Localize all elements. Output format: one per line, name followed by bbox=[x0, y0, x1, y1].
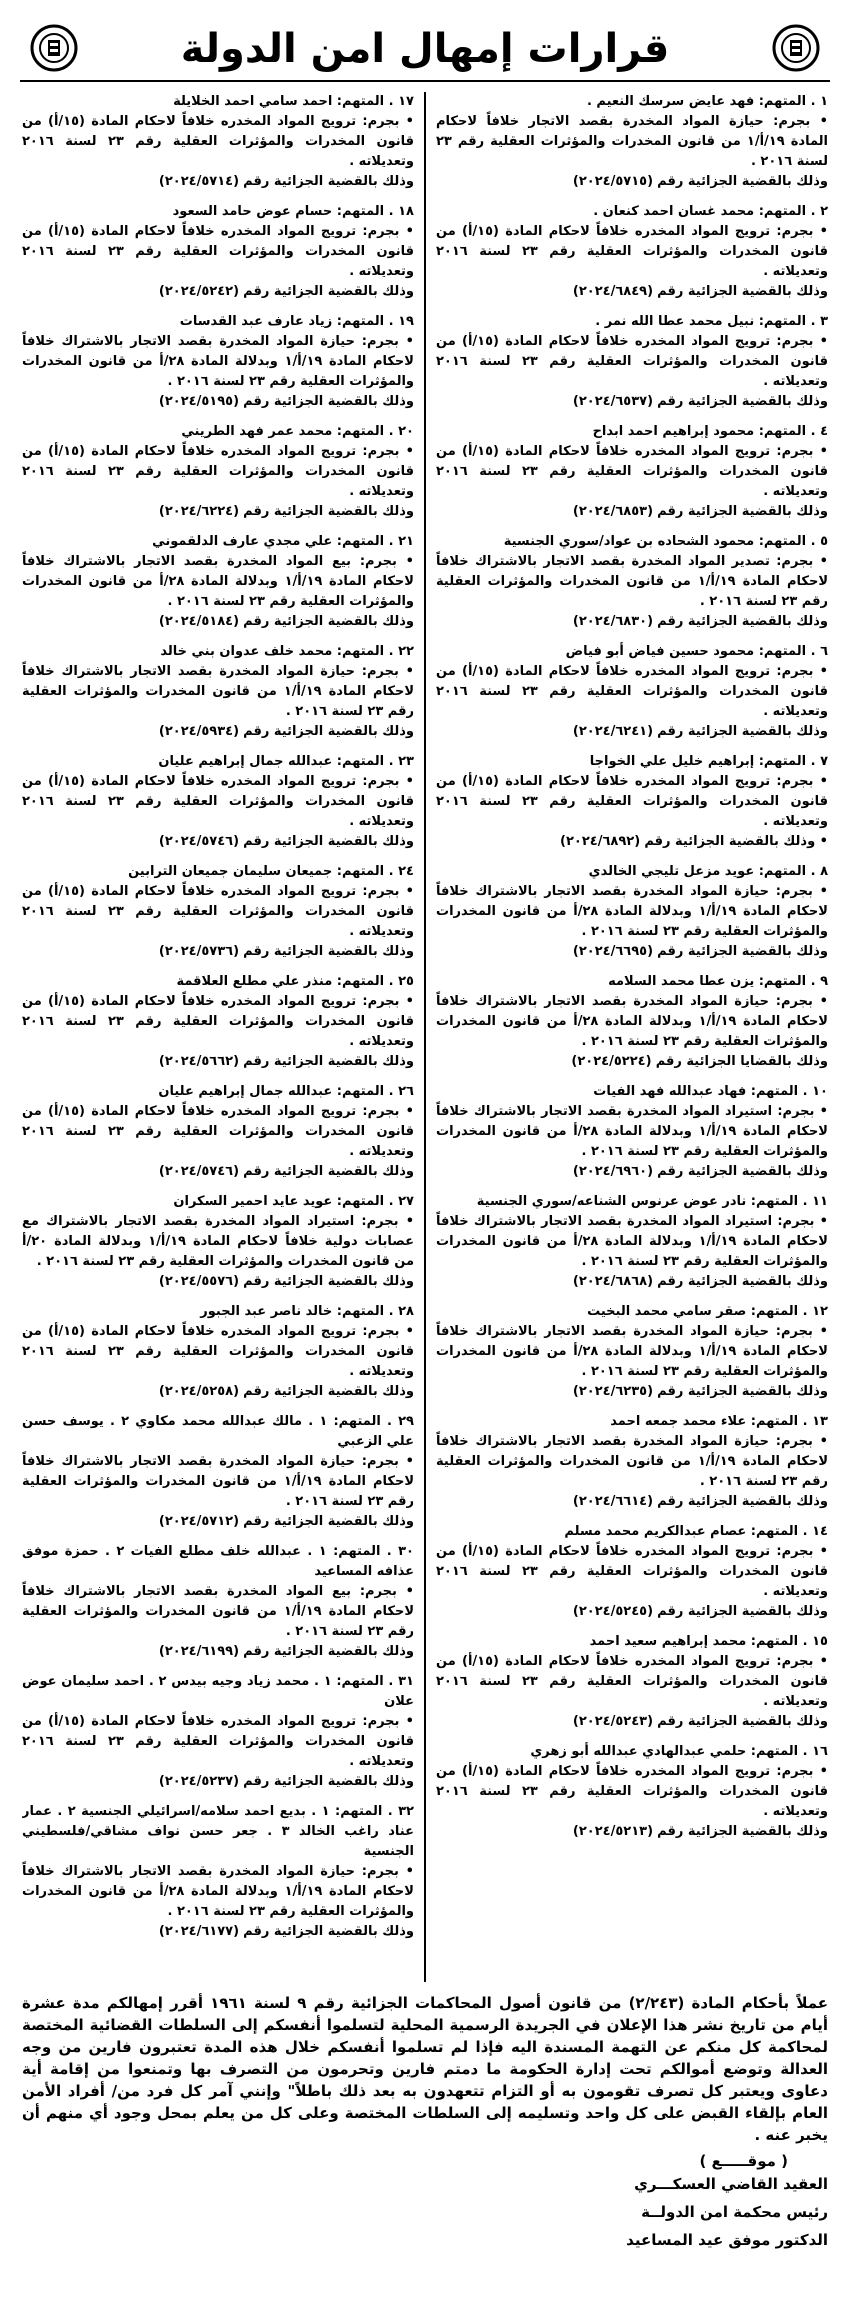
case-label: وذلك بالقضية الجزائية رقم bbox=[657, 1824, 828, 1839]
case-line bbox=[436, 832, 828, 852]
case-line bbox=[436, 612, 828, 632]
case-number: (٢٠٢٤/٥٩٣٤) bbox=[158, 724, 240, 739]
charge-text: • بجرم: تصدير المواد المخدرة بقصد الاتجار بالاشتراك خلافاً لاحكام المادة ١٩/أ/١ من قانون المخدرات والمؤثرات العقلية رقم ٢٣ لسنة ٢٠١٦ . bbox=[436, 554, 828, 609]
defendant-line: ٢٠ . المتهم: محمد عمر فهد الطريني bbox=[181, 424, 414, 439]
case-number: (٢٠٢٤/٥٧١٢) bbox=[158, 1514, 240, 1529]
case-number: (٢٠٢٤/٦٦٩٥) bbox=[572, 944, 654, 959]
column-divider bbox=[424, 92, 426, 1982]
decision-entry bbox=[22, 532, 414, 632]
decision-entry bbox=[436, 972, 828, 1072]
case-label: وذلك بالقضية الجزائية رقم bbox=[657, 394, 828, 409]
case-number: (٢٠٢٤/٦١٧٧) bbox=[158, 1924, 240, 1939]
case-number: (٢٠٢٤/٦٨٥٣) bbox=[572, 504, 654, 519]
charge-text: • بجرم: بيع المواد المخدرة بقصد الاتجار بالاشتراك خلافاً لاحكام المادة ١٩/أ/١ من قانون المخدرات والمؤثرات العقلية رقم ٢٣ لسنة ٢٠١٦ . bbox=[22, 1584, 414, 1639]
charge-text: • بجرم: ترويج المواد المخدره خلافاً لاحكام المادة (١٥/أ) من قانون المخدرات والمؤثرات العقلية رقم ٢٣ لسنة ٢٠١٦ وتعديلاته . bbox=[436, 774, 828, 829]
defendant-line: ١٧ . المتهم: احمد سامي احمد الخلايلة bbox=[173, 94, 414, 109]
case-label: وذلك بالقضية الجزائية رقم bbox=[657, 284, 828, 299]
case-number: (٢٠٢٤/٥٧٤٦) bbox=[158, 1164, 240, 1179]
decision-entry bbox=[22, 972, 414, 1072]
defendant-line: ١٦ . المتهم: حلمي عبدالهادي عبدالله أبو زهري bbox=[530, 1744, 828, 1759]
defendant-line: ٢٧ . المتهم: عويد عايد احمير السكران bbox=[173, 1194, 414, 1209]
decision-entry bbox=[22, 1542, 414, 1662]
charge-text: • بجرم: ترويج المواد المخدره خلافاً لاحكام المادة (١٥/أ) من قانون المخدرات والمؤثرات العقلية رقم ٢٣ لسنة ٢٠١٦ وتعديلاته . bbox=[436, 1654, 828, 1709]
case-line bbox=[22, 1272, 414, 1292]
charge-text: • بجرم: ترويج المواد المخدره خلافاً لاحكام المادة (١٥/أ) من قانون المخدرات والمؤثرات العقلية رقم ٢٣ لسنة ٢٠١٦ وتعديلاته . bbox=[22, 444, 414, 499]
case-label: وذلك بالقضية الجزائية رقم bbox=[243, 724, 414, 739]
case-number: (٢٠٢٤/٥٢٣٧) bbox=[158, 1774, 240, 1789]
decision-entry bbox=[22, 1302, 414, 1402]
case-label: وذلك بالقضية الجزائية رقم bbox=[243, 944, 414, 959]
case-number: (٢٠٢٤/٥٧١٤) bbox=[158, 174, 240, 189]
case-number: (٢٠٢٤/٥٢٤٣) bbox=[572, 1714, 654, 1729]
case-line bbox=[22, 172, 414, 192]
decision-entry bbox=[436, 312, 828, 412]
case-label: وذلك بالقضية الجزائية رقم bbox=[243, 1924, 414, 1939]
decision-entry bbox=[436, 1632, 828, 1732]
case-line bbox=[436, 1822, 828, 1842]
charge-text: • بجرم: استيراد المواد المخدرة بقصد الاتجار بالاشتراك خلافاً لاحكام المادة ١٩/أ/١ وبدلالة المادة ٢٨/أ من قانون المخدرات والمؤثرات العقلية رقم ٢٣ لسنة ٢٠١٦ . bbox=[436, 1214, 828, 1269]
case-label: وذلك بالقضية الجزائية رقم bbox=[657, 1164, 828, 1179]
page-header bbox=[20, 18, 830, 82]
charge-text: • بجرم: ترويج المواد المخدره خلافاً لاحكام المادة (١٥/أ) من قانون المخدرات والمؤثرات العقلية رقم ٢٣ لسنة ٢٠١٦ وتعديلاته . bbox=[436, 1544, 828, 1599]
charge-text: • بجرم: ترويج المواد المخدره خلافاً لاحكام المادة (١٥/أ) من قانون المخدرات والمؤثرات العقلية رقم ٢٣ لسنة ٢٠١٦ وتعديلاته . bbox=[22, 1104, 414, 1159]
charge-text: • بجرم: ترويج المواد المخدره خلافاً لاحكام المادة (١٥/أ) من قانون المخدرات والمؤثرات العقلية رقم ٢٣ لسنة ٢٠١٦ وتعديلاته . bbox=[436, 444, 828, 499]
signatory-rank: العقيد القاضي العسكـــري bbox=[634, 2175, 828, 2193]
decision-entry bbox=[22, 1802, 414, 1942]
decision-entry bbox=[22, 92, 414, 192]
case-number: (٢٠٢٤/٥٢٢٤) bbox=[571, 1054, 652, 1069]
case-line bbox=[22, 612, 414, 632]
case-number: (٢٠٢٤/٦٢٣٥) bbox=[572, 1384, 654, 1399]
case-line bbox=[436, 942, 828, 962]
defendant-line: ٢٤ . المتهم: جميعان سليمان جميعان الترابين bbox=[128, 864, 414, 879]
case-line bbox=[22, 722, 414, 742]
case-label: وذلك بالقضية الجزائية رقم bbox=[657, 944, 828, 959]
case-line bbox=[436, 1602, 828, 1622]
case-line bbox=[22, 502, 414, 522]
case-number: (٢٠٢٤/٥١٨٤) bbox=[158, 614, 240, 629]
defendant-line: ٢٥ . المتهم: منذر علي مطلع العلاقمة bbox=[176, 974, 414, 989]
case-line bbox=[436, 1272, 828, 1292]
defendant-line: ٦ . المتهم: محمود حسين فياض أبو فياض bbox=[565, 644, 828, 659]
case-number: (٢٠٢٤/٦٩٦٠) bbox=[572, 1164, 654, 1179]
case-line bbox=[436, 172, 828, 192]
case-line bbox=[22, 1512, 414, 1532]
defendant-line: ٧ . المتهم: إبراهيم خليل علي الخواجا bbox=[589, 754, 828, 769]
decision-entry bbox=[22, 202, 414, 302]
right-column bbox=[436, 92, 828, 1982]
case-label: وذلك بالقضية الجزائية رقم bbox=[243, 1514, 414, 1529]
case-number: (٢٠٢٤/٥٧٣٦) bbox=[158, 944, 240, 959]
notice-footer bbox=[22, 1992, 828, 2292]
defendant-line: ٢٨ . المتهم: خالد ناصر عبد الجبور bbox=[200, 1304, 414, 1319]
decision-entry bbox=[436, 862, 828, 962]
defendant-line: ٩ . المتهم: يزن عطا محمد السلامه bbox=[608, 974, 828, 989]
case-number: (٢٠٢٤/٦٥٣٧) bbox=[572, 394, 654, 409]
charge-text: • بجرم: حيازة المواد المخدرة بقصد الاتجار خلافاً لاحكام المادة ١٩/أ/١ من قانون المخدرات والمؤثرات العقلية رقم ٢٣ لسنة ٢٠١٦ . bbox=[436, 114, 828, 169]
defendant-line: ٣١ . المتهم: ١ . محمد زياد وجيه بيدس ٢ . احمد سليمان عوض علان bbox=[22, 1674, 414, 1709]
decision-entry bbox=[436, 1522, 828, 1622]
case-number: (٢٠٢٤/٥٥٧٦) bbox=[158, 1274, 240, 1289]
decision-entry bbox=[436, 1302, 828, 1402]
decision-entry bbox=[436, 532, 828, 632]
case-line bbox=[436, 722, 828, 742]
charge-text: • بجرم: ترويج المواد المخدره خلافاً لاحكام المادة (١٥/أ) من قانون المخدرات والمؤثرات العقلية رقم ٢٣ لسنة ٢٠١٦ وتعديلاته . bbox=[22, 1714, 414, 1769]
case-label: وذلك بالقضية الجزائية رقم bbox=[657, 724, 828, 739]
defendant-line: ٢٣ . المتهم: عبدالله جمال إبراهيم عليان bbox=[158, 754, 414, 769]
case-label: وذلك بالقضية الجزائية رقم bbox=[657, 174, 828, 189]
defendant-line: ٢٦ . المتهم: عبدالله جمال إبراهيم عليان bbox=[158, 1084, 414, 1099]
defendant-line: ٣٠ . المتهم: ١ . عبدالله خلف مطلع الفيات ٢ . حمزة موفق عذافه المساعيد bbox=[22, 1544, 414, 1579]
case-line bbox=[436, 1382, 828, 1402]
case-label: وذلك بالقضية الجزائية رقم bbox=[243, 614, 414, 629]
charge-text: • بجرم: حيازة المواد المخدرة بقصد الاتجار بالاشتراك خلافاً لاحكام المادة ١٩/أ/١ من قانون المخدرات والمؤثرات العقلية رقم ٢٣ لسنة ٢٠١٦ . bbox=[22, 1454, 414, 1509]
defendant-line: ١٢ . المتهم: صقر سامي محمد البخيت bbox=[587, 1304, 828, 1319]
defendant-line: ٢٢ . المتهم: محمد خلف عدوان بني خالد bbox=[160, 644, 414, 659]
decision-entry bbox=[436, 202, 828, 302]
case-line bbox=[436, 1492, 828, 1512]
case-number: (٢٠٢٤/٥١٩٥) bbox=[158, 394, 240, 409]
charge-text: • بجرم: حيازة المواد المخدرة بقصد الاتجار بالاشتراك خلافاً لاحكام المادة ١٩/أ/١ من قانون المخدرات والمؤثرات العقلية رقم ٢٣ لسنة ٢٠١٦ . bbox=[22, 664, 414, 719]
decision-entry bbox=[436, 1192, 828, 1292]
defendant-line: ١١ . المتهم: نادر عوض عرنوس الشناعه/سوري الجنسية bbox=[476, 1194, 828, 1209]
defendant-line: ٣٢ . المتهم: ١ . بديع احمد سلامه/اسرائيلي الجنسية ٢ . عمار عناد راغب الخالد ٣ . جعر حسن نواف مشاقي/فلسطيني الجنسية bbox=[22, 1804, 414, 1859]
case-number: (٢٠٢٤/٦٨٩٢) bbox=[560, 834, 641, 849]
case-line bbox=[436, 282, 828, 302]
case-number: (٢٠٢٤/٥٢١٣) bbox=[572, 1824, 654, 1839]
charge-text: • بجرم: ترويج المواد المخدره خلافاً لاحكام المادة (١٥/أ) من قانون المخدرات والمؤثرات العقلية رقم ٢٣ لسنة ٢٠١٦ وتعديلاته . bbox=[436, 664, 828, 719]
charge-text: • بجرم: حيازة المواد المخدرة بقصد الاتجار بالاشتراك خلافاً لاحكام المادة ١٩/أ/١ وبدلالة المادة ٢٨/أ من قانون المخدرات والمؤثرات العقلية رقم ٢٣ لسنة ٢٠١٦ . bbox=[436, 884, 828, 939]
defendant-line: ٣ . المتهم: نبيل محمد عطا الله نمر . bbox=[595, 314, 828, 329]
case-label: وذلك بالقضية الجزائية رقم bbox=[243, 834, 414, 849]
defendant-line: ٢ . المتهم: محمد غسان احمد كنعان . bbox=[593, 204, 828, 219]
case-label: وذلك بالقضية الجزائية رقم bbox=[657, 1274, 828, 1289]
signatory-name: الدكتور موفق عيد المساعيد bbox=[626, 2231, 828, 2249]
charge-text: • بجرم: ترويج المواد المخدره خلافاً لاحكام المادة (١٥/أ) من قانون المخدرات والمؤثرات العقلية رقم ٢٣ لسنة ٢٠١٦ وتعديلاته . bbox=[22, 884, 414, 939]
charge-text: • بجرم: استيراد المواد المخدرة بقصد الاتجار بالاشتراك خلافاً لاحكام المادة ١٩/أ/١ وبدلالة المادة ٢٨/أ من قانون المخدرات والمؤثرات العقلية رقم ٢٣ لسنة ٢٠١٦ . bbox=[436, 1104, 828, 1159]
decisions-content bbox=[22, 92, 828, 1982]
decision-entry bbox=[22, 1672, 414, 1792]
decision-entry bbox=[22, 312, 414, 412]
decision-entry bbox=[436, 92, 828, 192]
decision-entry bbox=[22, 1082, 414, 1182]
case-line bbox=[436, 392, 828, 412]
case-line bbox=[22, 1642, 414, 1662]
charge-text: • بجرم: ترويج المواد المخدره خلافاً لاحكام المادة (١٥/أ) من قانون المخدرات والمؤثرات العقلية رقم ٢٣ لسنة ٢٠١٦ وتعديلاته . bbox=[22, 994, 414, 1049]
case-label: وذلك بالقضية الجزائية رقم bbox=[243, 1054, 414, 1069]
charge-text: • بجرم: استيراد المواد المخدرة بقصد الاتجار بالاشتراك مع عصابات دولية خلافاً لاحكام المادة ١٩/أ/١ وبدلالة المادة ٢٠/أ من قانون المخدرات والمؤثرات العقلية رقم ٢٣ لسنة ٢٠١٦ . bbox=[22, 1214, 414, 1269]
case-label: • وذلك بالقضية الجزائية رقم bbox=[644, 834, 828, 849]
case-line bbox=[436, 502, 828, 522]
case-label: وذلك بالقضية الجزائية رقم bbox=[243, 1274, 414, 1289]
notice-text: عملاً بأحكام المادة (٢/٢٤٣) من قانون أصول المحاكمات الجزائية رقم ٩ لسنة ١٩٦١ أقرر إمهالكم مدة عشرة أيام من تاريخ نشر هذا الإعلان في الجريدة الرسمية المحلية لتسلموا أنفسكم إلى السلطات القضائية المختصة لمحاكمة كل منكم عن التهمة المسندة اليه فإذا لم تسلموا أنفسكم خلال هذه المدة تعتبرون فارين من وجه العدالة وتوضع أموالكم تحت إدارة الحكومة ما دمتم فارين وتحرمون من التصرف بها وتمنعوا من إقامة أية دعاوى ويعتبر كل تصرف تقومون به أو التزام تتعهدون به بعد ذلك باطلاً" وإنني آمر كل فرد من/ أفراد الأمن العام بإلقاء القبض على كل واحد وتسليمه إلى السلطات المختصة وعلى كل من يعلم بمحل وجود أي منهم أن يخبر عنه . bbox=[22, 1994, 829, 2144]
defendant-line: ٨ . المتهم: عويد مزعل تليجي الخالدي bbox=[588, 864, 828, 879]
page-title: قرارات إمهال امن الدولة bbox=[180, 26, 670, 72]
charge-text: • بجرم: حيازة المواد المخدرة بقصد الاتجار بالاشتراك خلافاً لاحكام المادة ١٩/أ/١ وبدلالة المادة ٢٨/أ من قانون المخدرات والمؤثرات العقلية رقم ٢٣ لسنة ٢٠١٦ . bbox=[22, 334, 414, 389]
decision-entry bbox=[22, 1412, 414, 1532]
charge-text: • بجرم: ترويج المواد المخدره خلافاً لاحكام المادة (١٥/أ) من قانون المخدرات والمؤثرات العقلية رقم ٢٣ لسنة ٢٠١٦ وتعديلاته . bbox=[22, 774, 414, 829]
case-line bbox=[22, 282, 414, 302]
case-label: وذلك بالقضية الجزائية رقم bbox=[657, 1384, 828, 1399]
case-label: وذلك بالقضية الجزائية رقم bbox=[657, 1714, 828, 1729]
decision-entry bbox=[436, 1742, 828, 1842]
decision-entry bbox=[22, 1192, 414, 1292]
charge-text: • بجرم: حيازة المواد المخدرة بقصد الاتجار بالاشتراك خلافاً لاحكام المادة ١٩/أ/١ من قانون المخدرات والمؤثرات العقلية رقم ٢٣ لسنة ٢٠١٦ . bbox=[436, 1434, 828, 1489]
defendant-line: ٢٩ . المتهم: ١ . مالك عبدالله محمد مكاوي ٢ . يوسف حسن علي الزعبي bbox=[22, 1414, 414, 1449]
case-number: (٢٠٢٤/٥٢٤٢) bbox=[158, 284, 240, 299]
charge-text: • بجرم: بيع المواد المخدرة بقصد الاتجار بالاشتراك خلافاً لاحكام المادة ١٩/أ/١ وبدلالة المادة ٢٨/أ من قانون المخدرات والمؤثرات العقلية رقم ٢٣ لسنة ٢٠١٦ . bbox=[22, 554, 414, 609]
signatory-position: رئيس محكمة امن الدولــة bbox=[641, 2203, 828, 2221]
case-number: (٢٠٢٤/٥٧١٥) bbox=[572, 174, 654, 189]
case-number: (٢٠٢٤/٦٨٦٨) bbox=[572, 1274, 654, 1289]
case-label: وذلك بالقضية الجزائية رقم bbox=[243, 1644, 414, 1659]
case-label: وذلك بالقضية الجزائية رقم bbox=[243, 1774, 414, 1789]
decision-entry bbox=[22, 752, 414, 852]
charge-text: • بجرم: ترويج المواد المخدره خلافاً لاحكام المادة (١٥/أ) من قانون المخدرات والمؤثرات العقلية رقم ٢٣ لسنة ٢٠١٦ وتعديلاته . bbox=[22, 224, 414, 279]
decision-entry bbox=[22, 862, 414, 962]
defendant-line: ١٥ . المتهم: محمد إبراهيم سعيد احمد bbox=[589, 1634, 828, 1649]
decision-entry bbox=[436, 422, 828, 522]
case-number: (٢٠٢٤/٦٢٢٤) bbox=[158, 504, 240, 519]
decision-entry bbox=[436, 1082, 828, 1182]
case-number: (٢٠٢٤/٥٧٤٦) bbox=[158, 834, 240, 849]
left-column bbox=[22, 92, 414, 1982]
case-number: (٢٠٢٤/٥٢٤٥) bbox=[572, 1604, 654, 1619]
case-label: وذلك بالقضية الجزائية رقم bbox=[243, 504, 414, 519]
case-label: وذلك بالقضية الجزائية رقم bbox=[243, 394, 414, 409]
charge-text: • بجرم: حيازة المواد المخدرة بقصد الاتجار بالاشتراك خلافاً لاحكام المادة ١٩/أ/١ وبدلالة المادة ٢٨/أ من قانون المخدرات والمؤثرات العقلية رقم ٢٣ لسنة ٢٠١٦ . bbox=[436, 994, 828, 1049]
case-line bbox=[22, 1162, 414, 1182]
defendant-line: ١٩ . المتهم: زياد عارف عبد القدسات bbox=[179, 314, 414, 329]
defendant-line: ٤ . المتهم: محمود إبراهيم احمد ابداح bbox=[592, 424, 828, 439]
charge-text: • بجرم: حيازة المواد المخدرة بقصد الاتجار بالاشتراك خلافاً لاحكام المادة ١٩/أ/١ وبدلالة المادة ٢٨/أ من قانون المخدرات والمؤثرات العقلية رقم ٢٣ لسنة ٢٠١٦ . bbox=[436, 1324, 828, 1379]
decision-entry bbox=[436, 1412, 828, 1512]
case-label: وذلك بالقضية الجزائية رقم bbox=[657, 1604, 828, 1619]
case-line bbox=[22, 1382, 414, 1402]
case-label: وذلك بالقضية الجزائية رقم bbox=[243, 174, 414, 189]
emblem-icon bbox=[772, 24, 820, 72]
defendant-line: ١٨ . المتهم: حسام عوض حامد السعود bbox=[172, 204, 414, 219]
case-label: وذلك بالقضية الجزائية رقم bbox=[657, 504, 828, 519]
defendant-line: ٥ . المتهم: محمود الشحاده بن عواد/سوري الجنسية bbox=[503, 534, 828, 549]
case-number: (٢٠٢٤/٥٦٦٢) bbox=[158, 1054, 240, 1069]
case-number: (٢٠٢٤/٦١٩٩) bbox=[158, 1644, 240, 1659]
case-line bbox=[22, 1052, 414, 1072]
case-line bbox=[436, 1052, 828, 1072]
defendant-line: ١٠ . المتهم: فهاد عبدالله فهد الفيات bbox=[593, 1084, 828, 1099]
defendant-line: ١ . المتهم: فهد عايض سرسك النعيم . bbox=[586, 94, 828, 109]
defendant-line: ٢١ . المتهم: علي مجدي عارف الدلقموني bbox=[152, 534, 414, 549]
case-line bbox=[22, 392, 414, 412]
case-number: (٢٠٢٤/٦٦١٤) bbox=[572, 1494, 654, 1509]
case-label: وذلك بالقضية الجزائية رقم bbox=[243, 1164, 414, 1179]
signed-mark: ( موقـــــع ) bbox=[699, 2152, 788, 2170]
decision-entry bbox=[436, 752, 828, 852]
case-line bbox=[22, 1772, 414, 1792]
case-label: وذلك بالقضية الجزائية رقم bbox=[243, 284, 414, 299]
case-line bbox=[22, 1922, 414, 1942]
charge-text: • بجرم: ترويج المواد المخدره خلافاً لاحكام المادة (١٥/أ) من قانون المخدرات والمؤثرات العقلية رقم ٢٣ لسنة ٢٠١٦ وتعديلاته . bbox=[436, 1764, 828, 1819]
defendant-line: ١٣ . المتهم: علاء محمد جمعه احمد bbox=[610, 1414, 828, 1429]
case-line bbox=[22, 942, 414, 962]
case-label: وذلك بالقضية الجزائية رقم bbox=[657, 1494, 828, 1509]
case-line bbox=[436, 1162, 828, 1182]
charge-text: • بجرم: ترويج المواد المخدره خلافاً لاحكام المادة (١٥/أ) من قانون المخدرات والمؤثرات العقلية رقم ٢٣ لسنة ٢٠١٦ وتعديلاته . bbox=[436, 334, 828, 389]
case-number: (٢٠٢٤/٦٨٣٠) bbox=[572, 614, 654, 629]
case-label: وذلك بالقضية الجزائية رقم bbox=[657, 614, 828, 629]
decision-entry bbox=[22, 422, 414, 522]
decision-entry bbox=[22, 642, 414, 742]
case-number: (٢٠٢٤/٦٢٤١) bbox=[572, 724, 654, 739]
charge-text: • بجرم: حيازة المواد المخدرة بقصد الاتجار بالاشتراك خلافاً لاحكام المادة ١٩/أ/١ وبدلالة المادة ٢٨/أ من قانون المخدرات والمؤثرات العقلية رقم ٢٣ لسنة ٢٠١٦ . bbox=[22, 1864, 414, 1919]
case-line bbox=[22, 832, 414, 852]
charge-text: • بجرم: ترويج المواد المخدره خلافاً لاحكام المادة (١٥/أ) من قانون المخدرات والمؤثرات العقلية رقم ٢٣ لسنة ٢٠١٦ وتعديلاته . bbox=[436, 224, 828, 279]
case-label: وذلك بالقضايا الجزائية رقم bbox=[655, 1054, 828, 1069]
case-number: (٢٠٢٤/٦٨٤٩) bbox=[572, 284, 654, 299]
charge-text: • بجرم: ترويج المواد المخدره خلافاً لاحكام المادة (١٥/أ) من قانون المخدرات والمؤثرات العقلية رقم ٢٣ لسنة ٢٠١٦ وتعديلاته . bbox=[22, 1324, 414, 1379]
case-number: (٢٠٢٤/٥٢٥٨) bbox=[158, 1384, 240, 1399]
defendant-line: ١٤ . المتهم: عصام عبدالكريم محمد مسلم bbox=[564, 1524, 828, 1539]
decision-entry bbox=[436, 642, 828, 742]
case-line bbox=[436, 1712, 828, 1732]
case-label: وذلك بالقضية الجزائية رقم bbox=[243, 1384, 414, 1399]
charge-text: • بجرم: ترويج المواد المخدره خلافاً لاحكام المادة (١٥/أ) من قانون المخدرات والمؤثرات العقلية رقم ٢٣ لسنة ٢٠١٦ وتعديلاته . bbox=[22, 114, 414, 169]
